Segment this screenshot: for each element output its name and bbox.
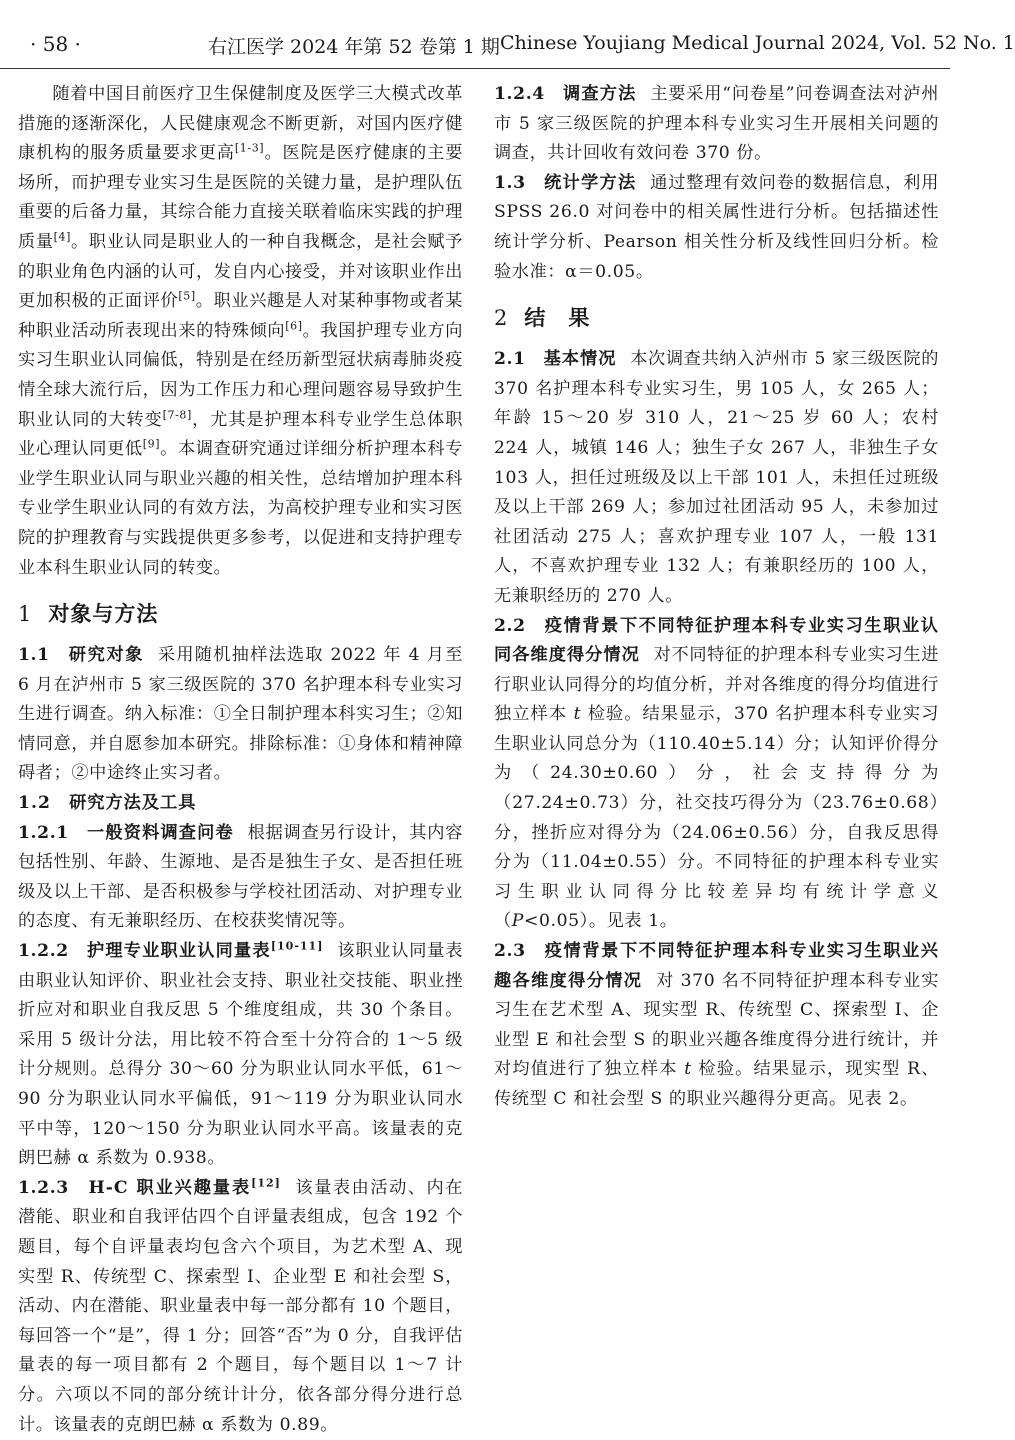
journal-title-en: Chinese Youjiang Medical Journal 2024, Vol. 52 No. 1 (500, 32, 1015, 54)
citation: [12] (251, 1176, 281, 1190)
right-column (494, 80, 939, 1370)
subsection-1-3: 1.3 统计学方法 通过整理有效问卷的数据信息，利用 SPSS 26.0 对问卷中的相关属性进行分析。包括描述性统计学分析、Pearson 相关性分析及线性回归分析。检验水准：α＝0.05。 (494, 172, 939, 282)
subsection-2-1: 2.1 基本情况 本次调查共纳入泸州市 5 家三级医院的 370 名护理本科专业实习生，男 105 人，女 265 人；年龄 15～20 岁 310 人，21～25 岁 60 人；农村 224 人，城镇 146 人；独生子女 267 人，非独生子女 103 人，担任过班级及以上干部 101 人，未担任过班级及以上干部 269 人；参加过社团活动 95 人，未参加过社团活动 275 人；喜欢护理专业 107 人，一般 131 人，不喜欢护理专业 132 人；有兼职经历的 100 人，无兼职经历的 270 人。 (494, 349, 939, 606)
subsection-1-2-3: 1.2.3 H-C 职业兴趣量表[12] 该量表由活动、内在潜能、职业和自我评估四个自评量表组成，包含 192 个题目，每个自评量表均包含六个项目，为艺术型 A、现实型 R、传统型 C、探索型 I、企业型 E 和社会型 S，活动、内在潜能、职业量表中每一部分都有 10 个题目，每回答一个“是”，得 1 分；回答“否”为 0 分，自我评估量表的每一项目都有 2 个题目，每个题目以 1～7 计分。六项以不同的部分统计计分，依各部分得分进行总计。该量表的克朗巴赫 α 系数为 0.89。 (18, 1176, 463, 1435)
citation: [7-8] (162, 407, 192, 421)
subsection-1-2-heading: 1.2 研究方法及工具 (18, 793, 197, 814)
subsection-1-2-4: 1.2.4 调查方法 主要采用“问卷星”问卷调查法对泸州市 5 家三级医院的护理本科专业实习生开展相关问题的调查，共计回收有效问卷 370 份。 (494, 84, 939, 164)
subsection-2-3: 2.3 疫情背景下不同特征护理本科专业实习生职业兴趣各维度得分情况 对 370 名不同特征护理本科专业实习生在艺术型 A、现实型 R、传统型 C、探索型 I、企业型 E 和社会型 S 的职业兴趣各维度得分进行统计，并对均值进行了独立样本 t 检验。结果显示，现实型 R、传统型 C 和社会型 S 的职业兴趣得分更高。见表 2。 (494, 941, 939, 1109)
section-heading-results: 2 结 果 (494, 305, 591, 331)
subsection-1-1: 1.1 研究对象 采用随机抽样法选取 2022 年 4 月至 6 月在泸州市 5 家三级医院的 370 名护理本科专业实习生进行调查。纳入标准：①全日制护理本科实习生；②知情同意，并自愿参加本研究。排除标准：①身体和精神障碍者；②中途终止实习者。 (18, 645, 463, 784)
citation: [9] (142, 437, 161, 451)
left-column (18, 80, 464, 1435)
running-header (0, 0, 1015, 69)
citation: [1-3] (234, 141, 265, 155)
citation: [6] (285, 319, 303, 333)
intro-paragraph: 随着中国目前医疗卫生保健制度及医学三大模式改革措施的逐渐深化，人民健康观念不断更新，对国内医疗健康机构的服务质量要求更高[1-3]。医院是医疗健康的主要场所，而护理专业实习生是医院的关键力量，是护理队伍重要的后备力量，其综合能力直接关联着临床实践的护理质量[4]。职业认同是职业人的一种自我概念，是社会赋予的职业角色内涵的认可，发自内心接受，并对该职业作出更加积极的正面评价[5]。职业兴趣是人对某种事物或者某种职业活动所表现出来的特殊倾向[6]。我国护理专业方向实习生职业认同偏低，特别是在经历新型冠状病毒肺炎疫情全球大流行后，因为工作压力和心理问题容易导致护生职业认同的大转变[7-8]，尤其是护理本科专业学生总体职业心理认同更低[9]。本调查研究通过详细分析护理本科专业学生职业认同与职业兴趣的相关性，总结增加护理本科专业学生职业认同的有效方法，为高校护理专业和实习医院的护理教育与实践提供更多参考，以促进和支持护理专业本科生职业认同的转变。 (18, 84, 464, 578)
section-heading-methods: 1 对象与方法 (18, 601, 159, 627)
citation: [4] (53, 230, 72, 244)
subsection-1-2-2: 1.2.2 护理专业职业认同量表[10-11] 该职业认同量表由职业认知评价、职业社会支持、职业社交技能、职业挫折应对和职业自我反思 5 个维度组成，共 30 个条目。采用 5 级计分法，用比较不符合至十分符合的 1～5 级计分规则。总得分 30～60 分为职业认同水平低，61～90 分为职业认同水平偏低，91～119 分为职业认同水平中等，120～150 分为职业认同水平高。该量表的克朗巴赫 α 系数为 0.938。 (18, 939, 463, 1169)
page-number: · 58 · (30, 32, 81, 56)
journal-title-cn: 右江医学 2024 年第 52 卷第 1 期 (208, 36, 500, 58)
subsection-2-2: 2.2 疫情背景下不同特征护理本科专业实习生职业认同各维度得分情况 对不同特征的护理本科专业实习生进行职业认同得分的均值分析，并对各维度的得分均值进行独立样本 t 检验。结果显示，370 名护理本科专业实习生职业认同总分为（110.40±5.14）分；认知评价得分为（24.30±0.60）分，社会支持得分为（27.24±0.73）分，社交技巧得分为（23.76±0.68）分，挫折应对得分为（24.06±0.56）分，自我反思得分为（11.04±0.55）分。不同特征的护理本科专业实习生职业认同得分比较差异均有统计学意义（P<0.05）。见表 1。 (494, 615, 939, 932)
subsection-1-2-1: 1.2.1 一般资料调查问卷 根据调查另行设计，其内容包括性别、年龄、生源地、是否是独生子女、是否担任班级及以上干部、是否积极参与学校社团活动、对护理专业的态度、有无兼职经历、在校获奖情况等。 (18, 822, 463, 932)
citation: [5] (178, 289, 196, 303)
citation: [10-11] (270, 939, 324, 953)
